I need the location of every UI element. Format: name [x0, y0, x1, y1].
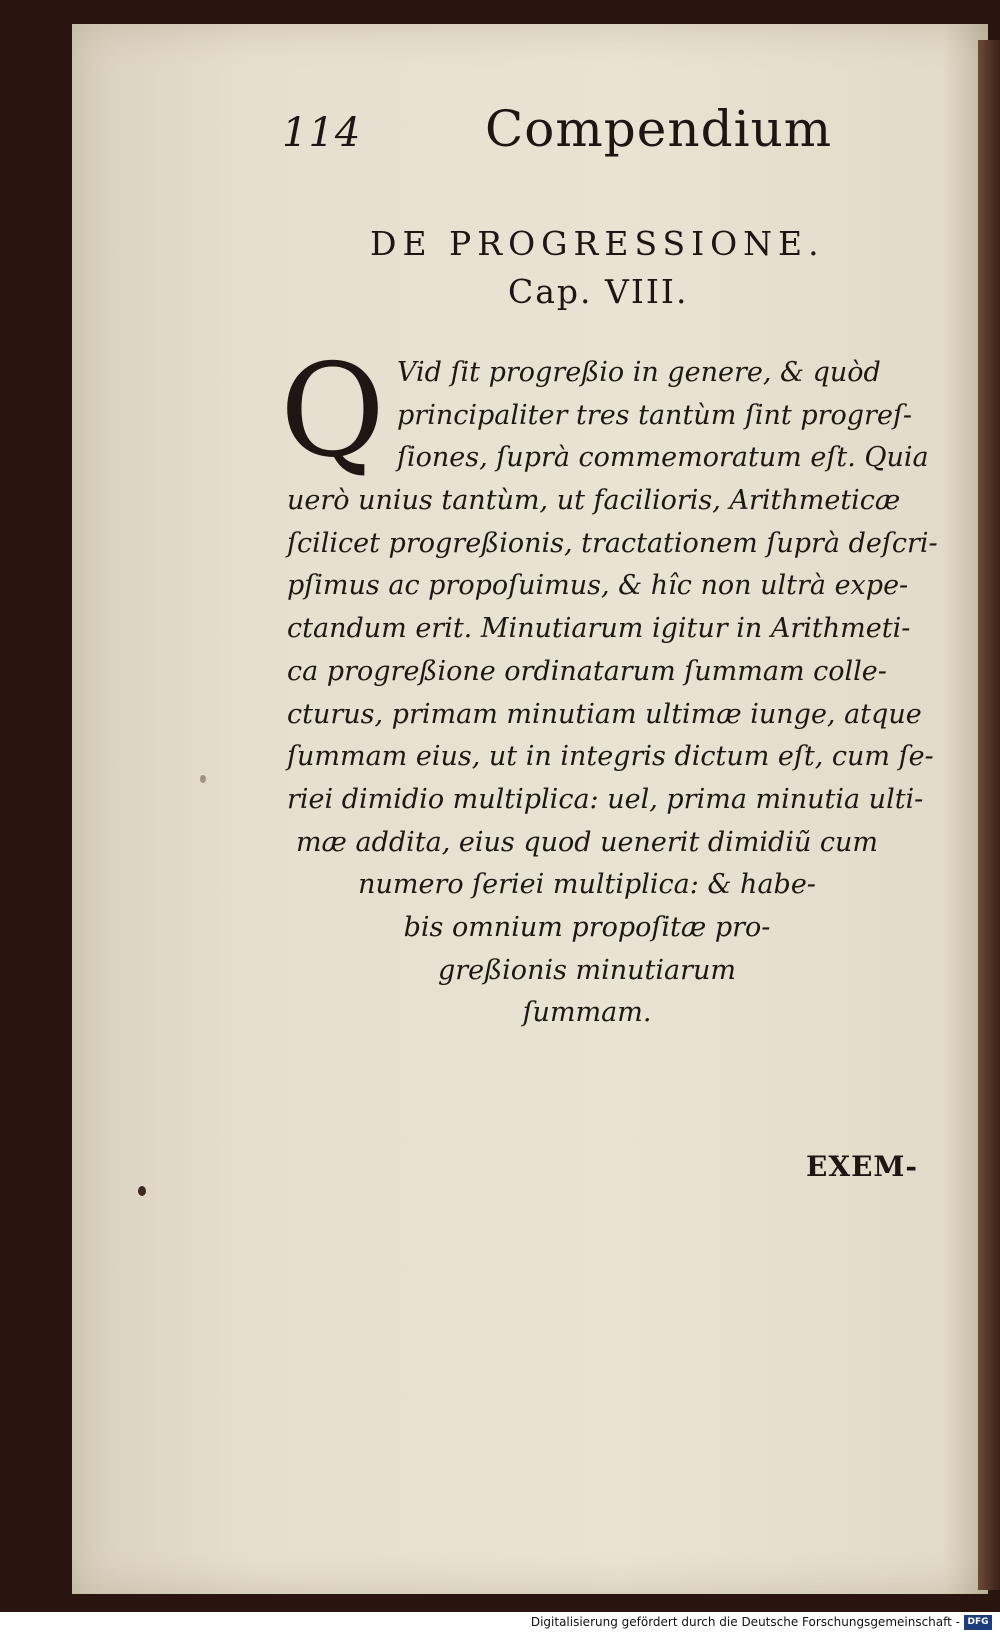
chapter-heading: DE PROGRESSIONE. [370, 224, 825, 263]
running-title: Compendium [485, 100, 833, 158]
page-header [210, 100, 833, 160]
footer-bar [0, 1612, 1000, 1634]
text-line: greßionis minutiarum [437, 954, 737, 986]
dfg-logo-icon: DFG [964, 1615, 992, 1630]
text-line: ſummam eius, ut in integris dictum eſt, cum ſe- [287, 741, 934, 773]
text-line: pſimus ac propoſuimus, & hîc non ultrà expe- [287, 570, 909, 602]
text-line: uerò unius tantùm, ut facilioris, Arithmeticæ [287, 485, 901, 517]
text-line: mæ addita, eius quod uenerit dimidiũ cum [295, 826, 879, 858]
chapter-number: Cap. VIII. [508, 272, 689, 311]
funding-credit: Digitalisierung gefördert durch die Deutsche Forschungsgemeinschaft - [530, 1615, 960, 1629]
page-number: 114 [282, 110, 362, 156]
ink-speck [138, 1186, 146, 1196]
text-line: cturus, primam minutiam ultimæ iunge, atque [287, 698, 922, 730]
catchword: EXEM- [806, 1150, 919, 1183]
ink-speck [200, 775, 206, 783]
text-line: bis omnium propoſitæ pro- [403, 911, 771, 943]
page-edge [978, 40, 1000, 1590]
text-line: ſiones, ſuprà commemoratum eſt. Quia [397, 442, 929, 474]
text-line: ca progreßione ordinatarum ſummam colle- [287, 655, 887, 687]
drop-capital: Q [280, 337, 385, 486]
text-line: numero ſeriei multiplica: & habe- [358, 869, 816, 901]
text-line: Vid ſit progreßio in genere, & quòd [397, 357, 881, 388]
text-line: ſummam. [522, 997, 652, 1029]
text-line: ſcilicet progreßionis, tractationem ſuprà deſcri- [287, 527, 938, 559]
text-line: riei dimidio multiplica: uel, prima minutia ulti- [287, 783, 924, 815]
body-paragraph [287, 352, 938, 1035]
text-line: principaliter tres tantùm ſint progreſ- [397, 399, 913, 431]
text-line: ctandum erit. Minutiarum igitur in Arithmeti- [287, 613, 911, 645]
